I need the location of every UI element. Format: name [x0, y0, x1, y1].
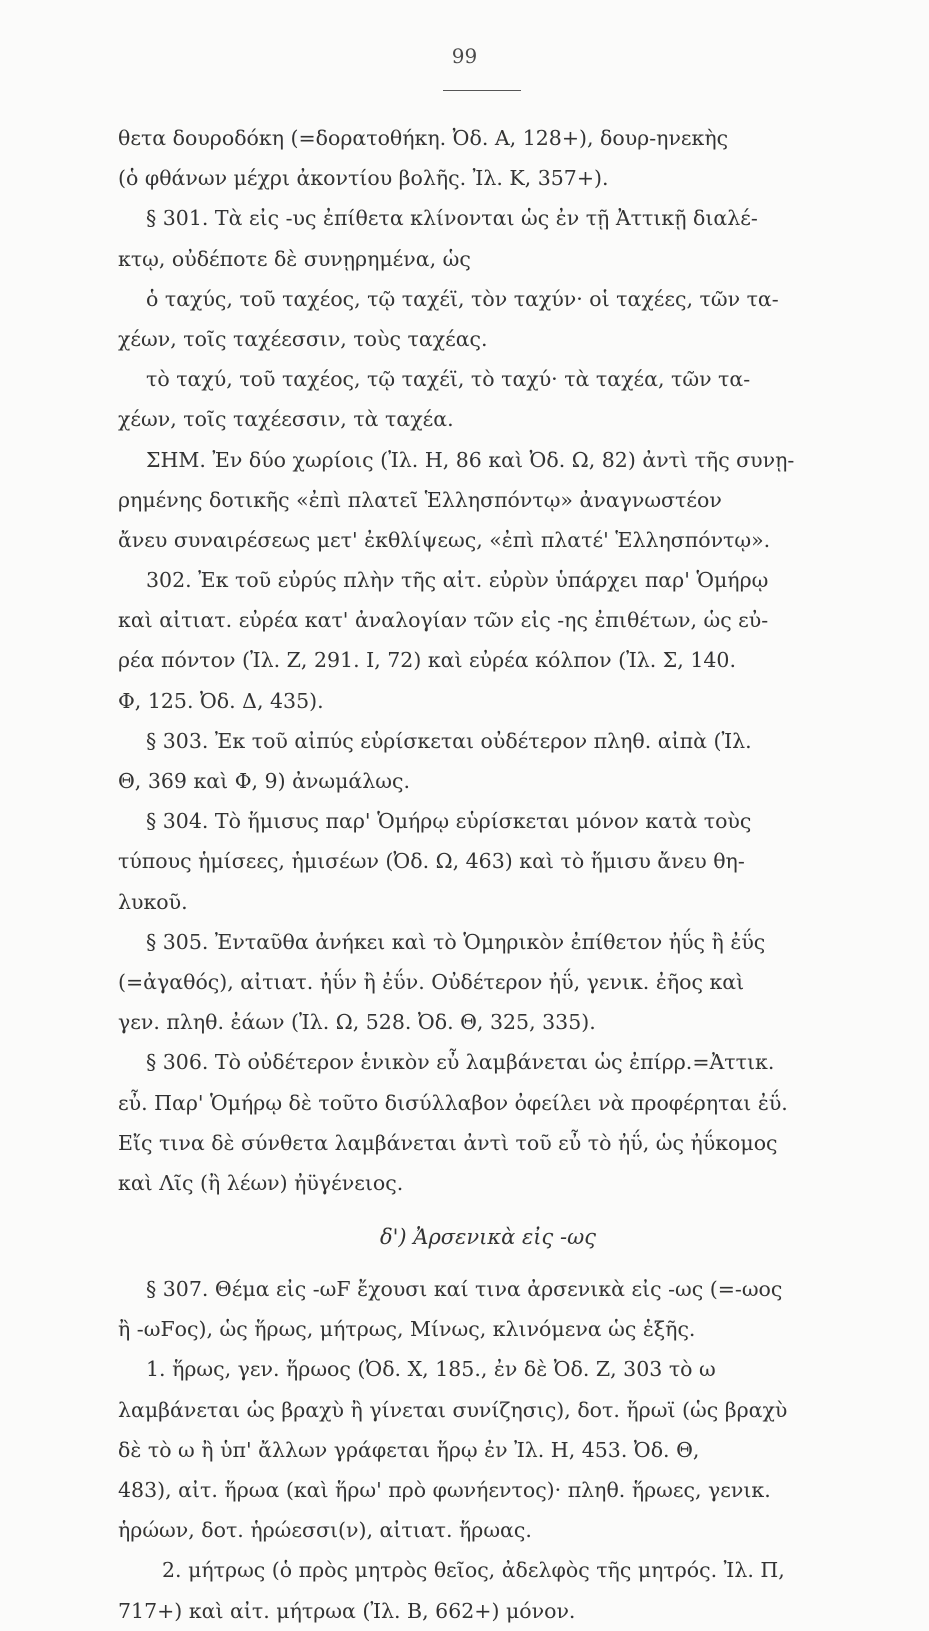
- note-line: ρημένης δοτικῆς «ἐπὶ πλατεῖ Ἑλλησπόντῳ» ἀναγνωστέον: [118, 487, 722, 512]
- paradigm-line: χέων, τοῖς ταχέεσσιν, τοὺς ταχέας.: [118, 326, 488, 351]
- text-line: δὲ τὸ ω ἢ ὑπ' ἄλλων γράφεται ἥρῳ ἐν Ἰλ. Η, 453. Ὀδ. Θ,: [118, 1437, 700, 1462]
- text-line: 2. μήτρως (ὁ πρὸς μητρὸς θεῖος, ἀδελφὸς τῆς μητρός. Ἰλ. Π,: [162, 1558, 785, 1583]
- section-301-start: § 301. Τὰ εἰς -υς ἐπίθετα κλίνονται ὡς ἐν τῇ Ἀττικῇ διαλέ-: [146, 206, 758, 231]
- note-line: ἄνευ συναιρέσεως μετ' ἐκθλίψεως, «ἐπὶ πλατέ' Ἑλλησπόντῳ».: [118, 527, 771, 552]
- section-303-start: § 303. Ἐκ τοῦ αἰπύς εὑρίσκεται οὐδέτερον πληθ. αἰπὰ (Ἰλ.: [146, 728, 752, 753]
- text-line: Εἴς τινα δὲ σύνθετα λαμβάνεται ἀντὶ τοῦ εὖ τὸ ἠΰ, ὡς ἠΰκομος: [118, 1130, 778, 1155]
- section-306-start: § 306. Τὸ οὐδέτερον ἑνικὸν εὖ λαμβάνεται ὡς ἐπίρρ.=Ἀττικ.: [146, 1050, 775, 1075]
- section-heading: δ') Ἀρσενικὰ εἰς -ως: [380, 1225, 596, 1250]
- note-line: ΣΗΜ. Ἐν δύο χωρίοις (Ἰλ. Η, 86 καὶ Ὀδ. Ω, 82) ἀντὶ τῆς συνῃ-: [146, 447, 795, 472]
- text-line: καὶ αἰτιατ. εὐρέα κατ' ἀναλογίαν τῶν εἰς -ης ἐπιθέτων, ὡς εὐ-: [118, 608, 769, 633]
- text-line: καὶ Λῖς (ἢ λέων) ἠϋγένειος.: [118, 1170, 404, 1195]
- section-307-start: § 307. Θέμα εἰς -ωF ἔχουσι καί τινα ἀρσενικὰ εἰς -ως (=-ωος: [146, 1277, 783, 1302]
- text-line: ρέα πόντον (Ἰλ. Ζ, 291. Ι, 72) καὶ εὐρέα κόλπον (Ἰλ. Σ, 140.: [118, 648, 736, 673]
- paradigm-line: ὁ ταχύς, τοῦ ταχέος, τῷ ταχέϊ, τὸν ταχύν· οἱ ταχέες, τῶν τα-: [146, 286, 779, 311]
- header-rule: [443, 90, 521, 91]
- text-line: (=ἀγαθός), αἰτιατ. ἠΰν ἢ ἐΰν. Οὐδέτερον ἠΰ, γενικ. ἐῆος καὶ: [118, 969, 745, 994]
- text-line: ἡρώων, δοτ. ἡρώεσσι(ν), αἰτιατ. ἥρωας.: [118, 1518, 532, 1543]
- text-line: 717+) καὶ αἰτ. μήτρωα (Ἰλ. Β, 662+) μόνον.: [118, 1598, 576, 1623]
- text-line: 483), αἰτ. ἥρωα (καὶ ἥρω' πρὸ φωνήεντος)· πληθ. ἥρωες, γενικ.: [118, 1478, 771, 1502]
- section-305-start: § 305. Ἐνταῦθα ἀνήκει καὶ τὸ Ὁμηρικὸν ἐπίθετον ἠΰς ἢ ἐΰς: [146, 929, 766, 954]
- text-line: λαμβάνεται ὡς βραχὺ ἢ γίνεται συνίζησις), δοτ. ἥρωϊ (ὡς βραχὺ: [118, 1397, 788, 1422]
- text-line: γεν. πληθ. ἐάων (Ἰλ. Ω, 528. Ὀδ. Θ, 325, 335).: [118, 1010, 596, 1035]
- text-line: 1. ἥρως, γεν. ἥρωος (Ὀδ. Χ, 185., ἐν δὲ Ὀδ. Ζ, 303 τὸ ω: [146, 1357, 716, 1382]
- page-number: 99: [451, 44, 478, 68]
- text-line: εὖ. Παρ' Ὁμήρῳ δὲ τοῦτο δισύλλαβον ὀφείλει νὰ προφέρηται ἐΰ.: [118, 1090, 788, 1115]
- text-line: κτῳ, οὐδέποτε δὲ συνῃρημένα, ὡς: [118, 246, 471, 271]
- text-line: θετα δουροδόκη (=δορατοθήκη. Ὀδ. Α, 128+), δουρ-ηνεκὴς: [118, 126, 729, 150]
- text-line: Φ, 125. Ὀδ. Δ, 435).: [118, 688, 324, 713]
- text-line: Θ, 369 καὶ Φ, 9) ἀνωμάλως.: [118, 769, 410, 793]
- paradigm-line: χέων, τοῖς ταχέεσσιν, τὰ ταχέα.: [118, 407, 454, 432]
- text-line: τύπους ἡμίσεες, ἡμισέων (Ὀδ. Ω, 463) καὶ τὸ ἥμισυ ἄνευ θη-: [118, 849, 745, 874]
- section-304-start: § 304. Τὸ ἥμισυς παρ' Ὁμήρῳ εὑρίσκεται μόνον κατὰ τοὺς: [146, 809, 752, 834]
- section-302-start: 302. Ἐκ τοῦ εὐρύς πλὴν τῆς αἰτ. εὐρὺν ὑπάρχει παρ' Ὁμήρῳ: [146, 568, 769, 593]
- text-line: λυκοῦ.: [118, 889, 188, 914]
- text-line: (ὁ φθάνων μέχρι ἀκοντίου βολῆς. Ἰλ. Κ, 357+).: [118, 166, 609, 191]
- paradigm-line: τὸ ταχύ, τοῦ ταχέος, τῷ ταχέϊ, τὸ ταχύ· τὰ ταχέα, τῶν τα-: [146, 367, 751, 392]
- text-line: ἢ -ωFος), ὡς ἥρως, μήτρως, Μίνως, κλινόμενα ὡς ἑξῆς.: [118, 1317, 696, 1342]
- page-body: [118, 118, 858, 1631]
